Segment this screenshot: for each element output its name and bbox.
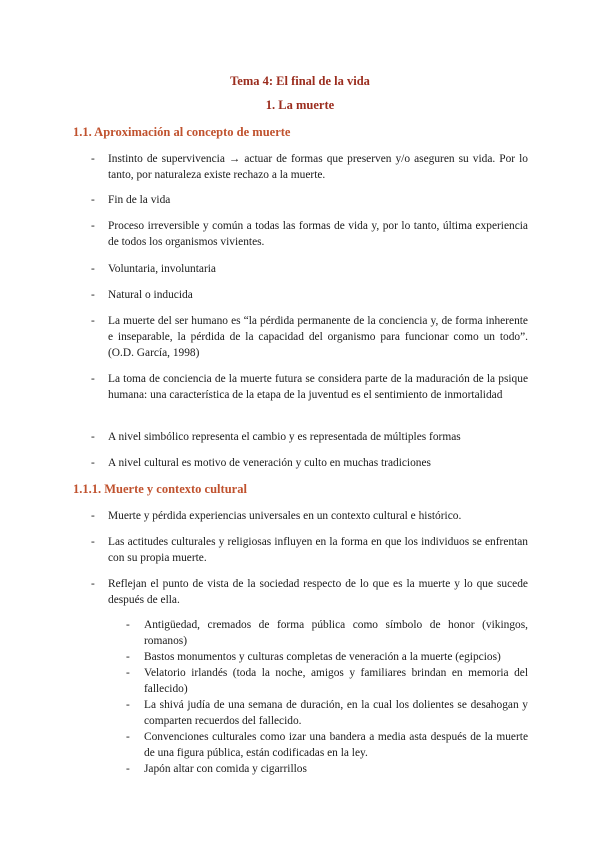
list-item-text: Reflejan el punto de vista de la sociedad respecto de lo que es la muerte y lo que sucede después de ella.: [108, 578, 528, 606]
section-heading-1-1: 1.1. Aproximación al concepto de muerte: [73, 125, 291, 139]
bullet-dash: -: [126, 667, 130, 679]
document-title: Tema 4: El final de la vida: [230, 74, 370, 88]
list-item-text: Instinto de supervivencia → actuar de formas que preserven y/o aseguren su vida. Por lo tanto, por naturaleza existe rechazo a la muerte.: [108, 153, 528, 181]
list-item-text: Fin de la vida: [108, 194, 171, 206]
bullet-dash: -: [91, 220, 95, 232]
bullet-dash: -: [126, 699, 130, 711]
bullet-dash: -: [91, 431, 95, 443]
bullet-dash: -: [126, 651, 130, 663]
bullet-dash: -: [91, 457, 95, 469]
bullet-dash: -: [91, 194, 95, 206]
bullet-dash: -: [126, 763, 130, 775]
bullet-dash: -: [91, 153, 95, 165]
bullet-dash: -: [91, 373, 95, 385]
bullet-dash: -: [91, 315, 95, 327]
list-item-text: A nivel simbólico representa el cambio y es representada de múltiples formas: [108, 431, 461, 443]
sub-list-item-text: La shivá judía de una semana de duración, en la cual los dolientes se desahogan y comparten recuerdos del fallecido.: [144, 699, 528, 727]
list-item-text: La toma de conciencia de la muerte futura se considera parte de la maduración de la psique humana: una característica de la etapa de la juventud es el sentimiento de inmortalidad: [108, 373, 528, 401]
bullet-dash: -: [91, 263, 95, 275]
bullet-dash: -: [91, 289, 95, 301]
bullet-dash: -: [91, 536, 95, 548]
sub-list-item-text: Antigüedad, cremados de forma pública como símbolo de honor (vikingos, romanos): [144, 619, 528, 647]
bullet-dash: -: [126, 619, 130, 631]
sub-list-item-text: Convenciones culturales como izar una bandera a media asta después de la muerte de una figura pública, están codificadas en la ley.: [144, 731, 528, 759]
sub-list-item-text: Bastos monumentos y culturas completas de veneración a la muerte (egipcios): [144, 651, 501, 663]
list-item-text: Proceso irreversible y común a todas las formas de vida y, por lo tanto, última experiencia de todos los organismos vivientes.: [108, 220, 528, 248]
sub-list-item-text: Velatorio irlandés (toda la noche, amigos y familiares brindan en memoria del fallecido): [144, 667, 528, 695]
list-item-text: La muerte del ser humano es “la pérdida permanente de la conciencia y, de forma inherente e inseparable, la pérdida de la capacidad del organismo para funcionar como un todo”. (O.D. García, 1998): [108, 315, 528, 359]
list-item-text: A nivel cultural es motivo de veneración y culto en muchas tradiciones: [108, 457, 431, 469]
section-heading-1-1-1: 1.1.1. Muerte y contexto cultural: [73, 482, 247, 496]
section-title: 1. La muerte: [265, 98, 335, 112]
list-item-text: Natural o inducida: [108, 289, 193, 301]
list-item-text: Voluntaria, involuntaria: [108, 263, 216, 275]
list-item-text: Las actitudes culturales y religiosas influyen en la forma en que los individuos se enfrentan con su propia muerte.: [108, 536, 528, 564]
sub-list-item-text: Japón altar con comida y cigarrillos: [144, 763, 307, 775]
bullet-dash: -: [91, 578, 95, 590]
bullet-dash: -: [126, 731, 130, 743]
bullet-dash: -: [91, 510, 95, 522]
list-item-text: Muerte y pérdida experiencias universales en un contexto cultural e histórico.: [108, 510, 462, 522]
